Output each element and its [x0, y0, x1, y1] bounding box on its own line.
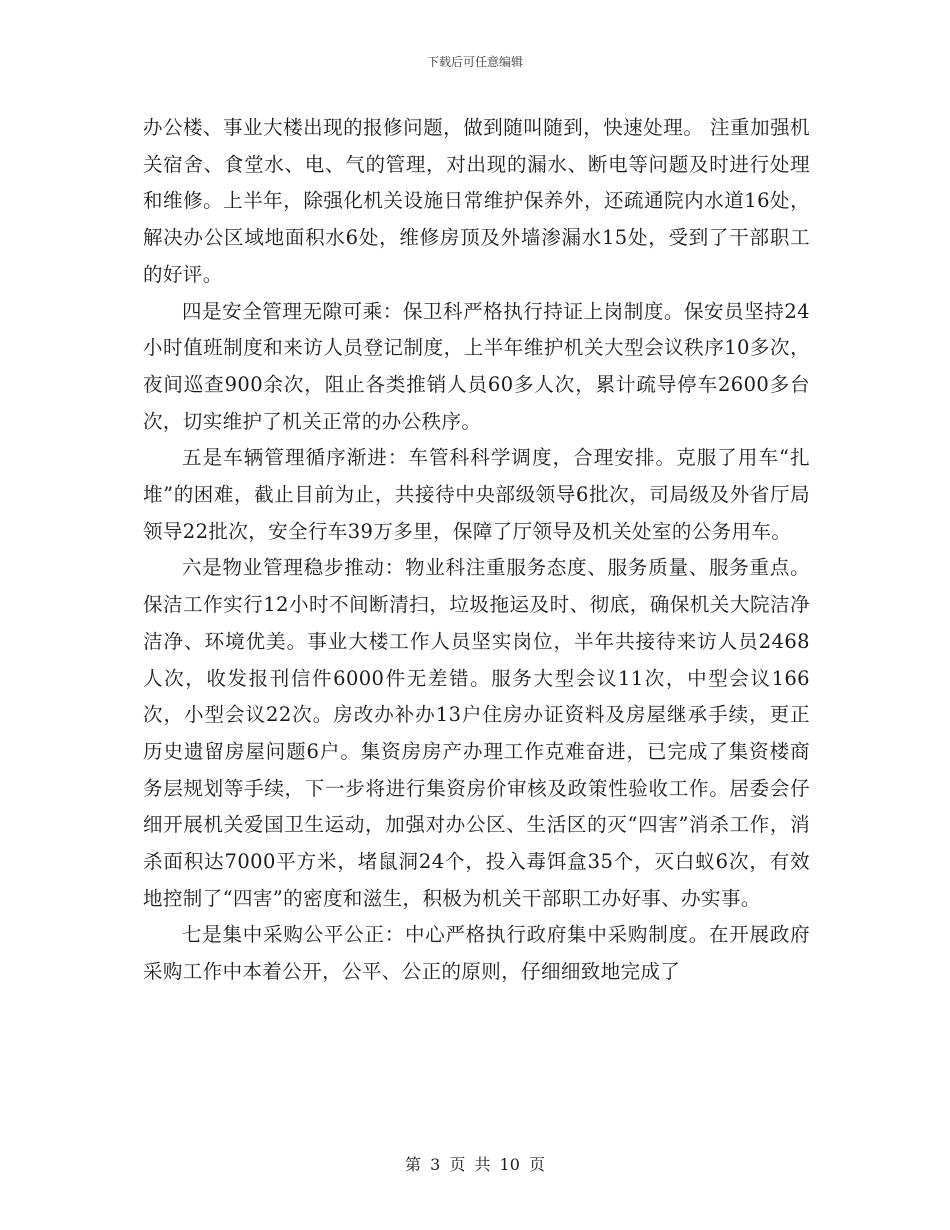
paragraph-security-management: 四是安全管理无隙可乘：保卫科严格执行持证上岗制度。保安员坚持24小时值班制度和来访人员登记制度，上半年维护机关大型会议秩序10多次，夜间巡查900余次，阻止各类推销人员60多人次，累计疏导停车2600多台次，切实维护了机关正常的办公秩序。 [143, 299, 810, 433]
paragraph-continuation: 办公楼、事业大楼出现的报修问题，做到随叫随到，快速处理。 注重加强机关宿舍、食堂水、电、气的管理，对出现的漏水、断电等问题及时进行处理和维修。上半年，除强化机关设施日常维护保养外，还疏通院内水道16处，解决办公区域地面积水6处，维修房顶及外墙渗漏水15处，受到了干部职工的好评。 [143, 116, 810, 286]
paragraph-vehicle-management: 五是车辆管理循序渐进：车管科科学调度，合理安排。克服了用车“扎堆”的困难，截止目前为止，共接待中央部级领导6批次，司局级及外省厅局领导22批次，安全行车39万多里，保障了厅领导及机关处室的公务用车。 [143, 446, 810, 543]
paragraph-procurement: 七是集中采购公平公正：中心严格执行政府集中采购制度。在开展政府采购工作中本着公开，公平、公正的原则，仔细细致地完成了 [143, 923, 810, 984]
paragraph-property-management: 六是物业管理稳步推动：物业科注重服务态度、服务质量、服务重点。保洁工作实行12小时不间断清扫，垃圾拖运及时、彻底，确保机关大院洁净洁净、环境优美。事业大楼工作人员坚实岗位，半年共接待来访人员2468人次，收发报刊信件6000件无差错。服务大型会议11次，中型会议166次，小型会议22次。房改办补办13户住房办证资料及房屋继承手续，更正历史遗留房屋问题6户。集资房房产办理工作克难奋进，已完成了集资楼商务层规划等手续，下一步将进行集资房价审核及政策性验收工作。居委会仔细开展机关爱国卫生运动，加强对办公区、生活区的灭“四害”消杀工作，消杀面积达7000平方米，堵鼠洞24个，投入毒饵盒35个，灭白蚁6次，有效地控制了“四害”的密度和滋生，积极为机关干部职工办好事、办实事。 [143, 556, 810, 910]
page-header: 下载后可任意编辑 [426, 55, 523, 69]
document-body [143, 110, 810, 991]
page-footer: 第 3 页 共 10 页 [405, 1155, 545, 1174]
